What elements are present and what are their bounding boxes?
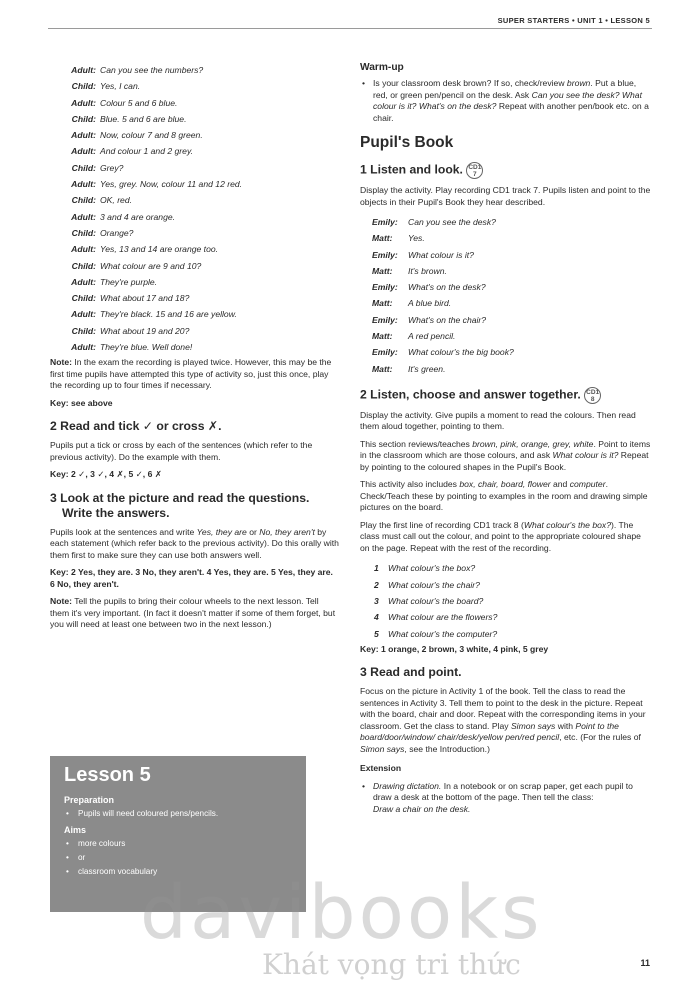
dialogue-line — [50, 62, 340, 78]
speaker-label: Emily: — [372, 249, 398, 260]
heading-look-at-picture: 3 Look at the picture and read the questions. Write the answers. — [50, 490, 310, 520]
listen-choose-p3: This activity also includes box, chair, board, flower and computer. Check/Teach these by pointing to examples in the room and drawing simple pictures on the board. — [360, 479, 648, 513]
preparation-list — [64, 807, 292, 821]
dialogue-line — [50, 160, 340, 176]
speaker-label: Adult: — [71, 97, 96, 108]
dialogue-text: What's on the chair? — [408, 314, 487, 325]
dialogue-line — [360, 328, 652, 344]
dialogue-line — [360, 279, 652, 295]
dialogue-text: 3 and 4 are orange. — [100, 211, 176, 222]
dialogue-text: Colour 5 and 6 blue. — [100, 97, 178, 108]
speaker-label: Adult: — [71, 309, 96, 320]
watermark-tagline: Khát vọng tri thức — [262, 948, 521, 981]
dialogue-line — [50, 111, 340, 127]
dialogue-line — [360, 295, 652, 311]
numbered-question — [360, 626, 652, 642]
page-number: 11 — [640, 958, 650, 968]
warm-up-text: • Is your classroom desk brown? If so, check/review brown. Put a blue, red, or green pen/pencil on the desk. Ask Can you see the desk? What colour is it? What's on the desk? Repeat with another pen/book etc. on a chair. — [360, 78, 652, 124]
question-text: What colour's the box? — [388, 563, 476, 574]
exam-dialogue — [50, 62, 340, 355]
speaker-label: Matt: — [372, 331, 393, 342]
speaker-label: Emily: — [372, 217, 398, 227]
numbered-question — [360, 577, 652, 593]
dialogue-text: It's brown. — [408, 265, 447, 276]
speaker-label: Child: — [71, 293, 96, 304]
preparation-heading: Preparation — [64, 795, 115, 805]
numbered-question — [360, 609, 652, 625]
dialogue-text: Yes. — [408, 233, 425, 244]
speaker-label: Emily: — [372, 347, 398, 358]
dialogue-text: Yes, 13 and 14 are orange too. — [100, 244, 219, 255]
speaker-label: Adult: — [71, 146, 96, 157]
extension-heading: Extension — [360, 763, 402, 774]
dialogue-line — [50, 323, 340, 339]
dialogue-text: They're purple. — [100, 276, 158, 287]
dialogue-text: A blue bird. — [408, 298, 452, 309]
dialogue-text: Orange? — [100, 227, 134, 238]
numbered-questions — [360, 560, 652, 641]
dialogue-line — [50, 95, 340, 111]
dialogue-text: What colour's the big book? — [408, 347, 514, 358]
speaker-label: Adult: — [71, 179, 96, 190]
key-right-2: Key: 1 orange, 2 brown, 3 white, 4 pink, 5 grey — [360, 643, 549, 654]
dialogue-text: Now, colour 7 and 8 green. — [100, 130, 203, 141]
listen-choose-p4: Play the first line of recording CD1 track 8 (What colour's the box?). The class must call out the colour, and point to the appropriate coloured shape on the page. Repeat with the rest of the recording. — [360, 519, 641, 553]
speaker-label: Child: — [71, 195, 96, 206]
dialogue-line — [360, 263, 652, 279]
read-and-point-text: Focus on the picture in Activity 1 of the book. Tell the class to read the sentences in Activity 3. Tell them to point to the desk in the picture. Repeat with the board, chair and door. Repeat with the corresponding items in your classroom. Get the class to stand. Play Simon says with Point to the board/door/window/ chair/desk/yellow pen/red pencil, etc. (For the rules of Simon says, see the Introduction.) — [360, 686, 646, 754]
dialogue-line — [50, 143, 340, 159]
right-column — [360, 62, 652, 821]
aims-heading: Aims — [64, 825, 87, 835]
speaker-label: Adult: — [71, 65, 96, 75]
dialogue-line — [360, 361, 652, 377]
listen-choose-p2: This section reviews/teaches brown, pink, orange, grey, white. Point to items in the classroom which are those colours, and ask What colour is it? Repeat by pointing to the coloured shapes in the Pupil's Book. — [360, 438, 651, 472]
dialogue-line — [360, 214, 652, 230]
watermark-brand: davibooks — [140, 870, 543, 956]
numbered-question — [360, 593, 652, 609]
key-2: Key: 2 ✓, 3 ✓, 4 ✗, 5 ✓, 6 ✗ — [50, 469, 162, 480]
dialogue-line — [50, 339, 340, 355]
extension-text: • Drawing dictation. In a notebook or on scrap paper, get each pupil to draw a desk at the bottom of the page. Then tell the class: Draw a chair on the desk. — [360, 781, 652, 816]
dialogue-line — [50, 78, 340, 94]
speaker-label: Matt: — [372, 363, 393, 374]
question-number: 1 — [374, 563, 379, 574]
dialogue-text: And colour 1 and 2 grey. — [100, 146, 193, 157]
numbered-question — [360, 560, 652, 576]
listen-and-look-text: Display the activity. Play recording CD1 track 7. Pupils listen and point to the objects in their Pupil's Book they hear described. — [360, 185, 651, 207]
speaker-label: Emily: — [372, 282, 398, 293]
dialogue-text: OK, red. — [100, 195, 132, 206]
speaker-label: Child: — [71, 81, 96, 92]
speaker-label: Adult: — [71, 342, 96, 353]
dialogue-line — [50, 225, 340, 241]
key-1: Key: see above — [50, 397, 113, 408]
heading-listen-and-look: 1 Listen and look. CD1 7 — [360, 162, 482, 178]
dialogue-text: Blue. 5 and 6 are blue. — [100, 113, 187, 124]
look-at-picture-text: Pupils look at the sentences and write Yes, they are or No, they aren't by each statement (which refer back to the previous activity). Do this orally with them first to make sure they can use both answers well. — [50, 526, 339, 560]
dialogue-text: Grey? — [100, 162, 124, 173]
running-header: SUPER STARTERS • UNIT 1 • LESSON 5 — [497, 16, 650, 25]
speaker-label: Matt: — [372, 233, 393, 244]
dialogue-text: Can you see the desk? — [408, 217, 496, 227]
note-exam: Note: In the exam the recording is played twice. However, this may be the first time pupils have attempted this type of activity so, just this once, play the recording up to four times if necessary. — [50, 357, 332, 391]
speaker-label: Emily: — [372, 314, 398, 325]
list-item: • more colours — [64, 837, 292, 851]
pupils-book-heading: Pupil's Book — [360, 134, 454, 151]
cd-audio-icon: CD1 8 — [586, 388, 600, 403]
dialogue-line — [360, 344, 652, 360]
question-text: What colour's the chair? — [388, 579, 480, 590]
read-and-tick-text: Pupils put a tick or cross by each of the sentences (which refer to the previous activity). Do the example with them. — [50, 440, 313, 462]
speaker-label: Adult: — [71, 211, 96, 222]
speaker-label: Adult: — [71, 244, 96, 255]
speaker-label: Child: — [71, 162, 96, 173]
dialogue-line — [50, 209, 340, 225]
question-text: What colour's the board? — [388, 596, 484, 607]
header-rule — [48, 28, 652, 29]
dialogue-text: What colour are 9 and 10? — [100, 260, 202, 271]
question-number: 2 — [374, 579, 379, 590]
dialogue-text: It's green. — [408, 363, 446, 374]
dialogue-text: Can you see the numbers? — [100, 65, 204, 75]
dialogue-line — [50, 241, 340, 257]
dialogue-line — [360, 247, 652, 263]
dialogue-text: They're blue. Well done! — [100, 342, 193, 353]
cd-audio-icon: CD1 7 — [468, 164, 482, 178]
dialogue-text: What's on the desk? — [408, 282, 486, 293]
listen-choose-p1: Display the activity. Give pupils a moment to read the colours. Then read them aloud together, pointing to them. — [360, 409, 636, 432]
dialogue-line — [360, 312, 652, 328]
dialogue-line — [50, 176, 340, 192]
speaker-label: Child: — [71, 227, 96, 238]
speaker-label: Adult: — [71, 276, 96, 287]
question-number: 3 — [374, 596, 379, 607]
question-number: 5 — [374, 628, 379, 639]
dialogue-line — [50, 290, 340, 306]
dialogue-text: Yes, grey. Now, colour 11 and 12 red. — [100, 179, 243, 190]
list-item: • Pupils will need coloured pens/pencils. — [64, 807, 292, 821]
list-item: • or — [64, 851, 292, 865]
list-item: • classroom vocabulary — [64, 865, 292, 879]
speaker-label: Matt: — [372, 265, 393, 276]
dialogue-text: A red pencil. — [408, 331, 456, 342]
dialogue-line — [50, 192, 340, 208]
dialogue-text: What about 17 and 18? — [100, 293, 190, 304]
heading-read-and-tick: 2 Read and tick ✓ or cross ✗. — [50, 419, 222, 434]
left-column — [50, 62, 340, 637]
heading-listen-choose: 2 Listen, choose and answer together. CD1 8 — [360, 387, 600, 403]
dialogue-text: They're black. 15 and 16 are yellow. — [100, 309, 237, 320]
dialogue-text: What colour is it? — [408, 249, 474, 260]
speaker-label: Adult: — [71, 130, 96, 141]
dialogue-line — [50, 274, 340, 290]
question-text: What colour's the computer? — [388, 628, 498, 639]
speaker-label: Matt: — [372, 298, 393, 309]
dialogue-text: Yes, I can. — [100, 81, 141, 92]
note-colour-wheels: Note: Tell the pupils to bring their colour wheels to the next lesson. Tell them it's very important. (In fact it doesn't matter if some of them forget, but you will need at least one between two in the next lesson.) — [50, 596, 336, 630]
dialogue-line — [360, 230, 652, 246]
key-3: Key: 2 Yes, they are. 3 No, they aren't. 4 Yes, they are. 5 Yes, they are. 6 No, they aren't. — [50, 567, 333, 589]
dialogue-text: What about 19 and 20? — [100, 325, 190, 336]
lesson-title: Lesson 5 — [64, 764, 151, 786]
dialogue-line — [50, 306, 340, 322]
warm-up-heading: Warm-up — [360, 62, 404, 73]
speaker-label: Child: — [71, 325, 96, 336]
speaker-label: Child: — [71, 113, 96, 124]
question-number: 4 — [374, 612, 379, 623]
dialogue-line — [50, 127, 340, 143]
heading-read-and-point: 3 Read and point. — [360, 665, 462, 680]
question-text: What colour are the flowers? — [388, 612, 498, 623]
speaker-label: Child: — [71, 260, 96, 271]
dialogue-line — [50, 258, 340, 274]
desk-dialogue — [360, 214, 652, 377]
